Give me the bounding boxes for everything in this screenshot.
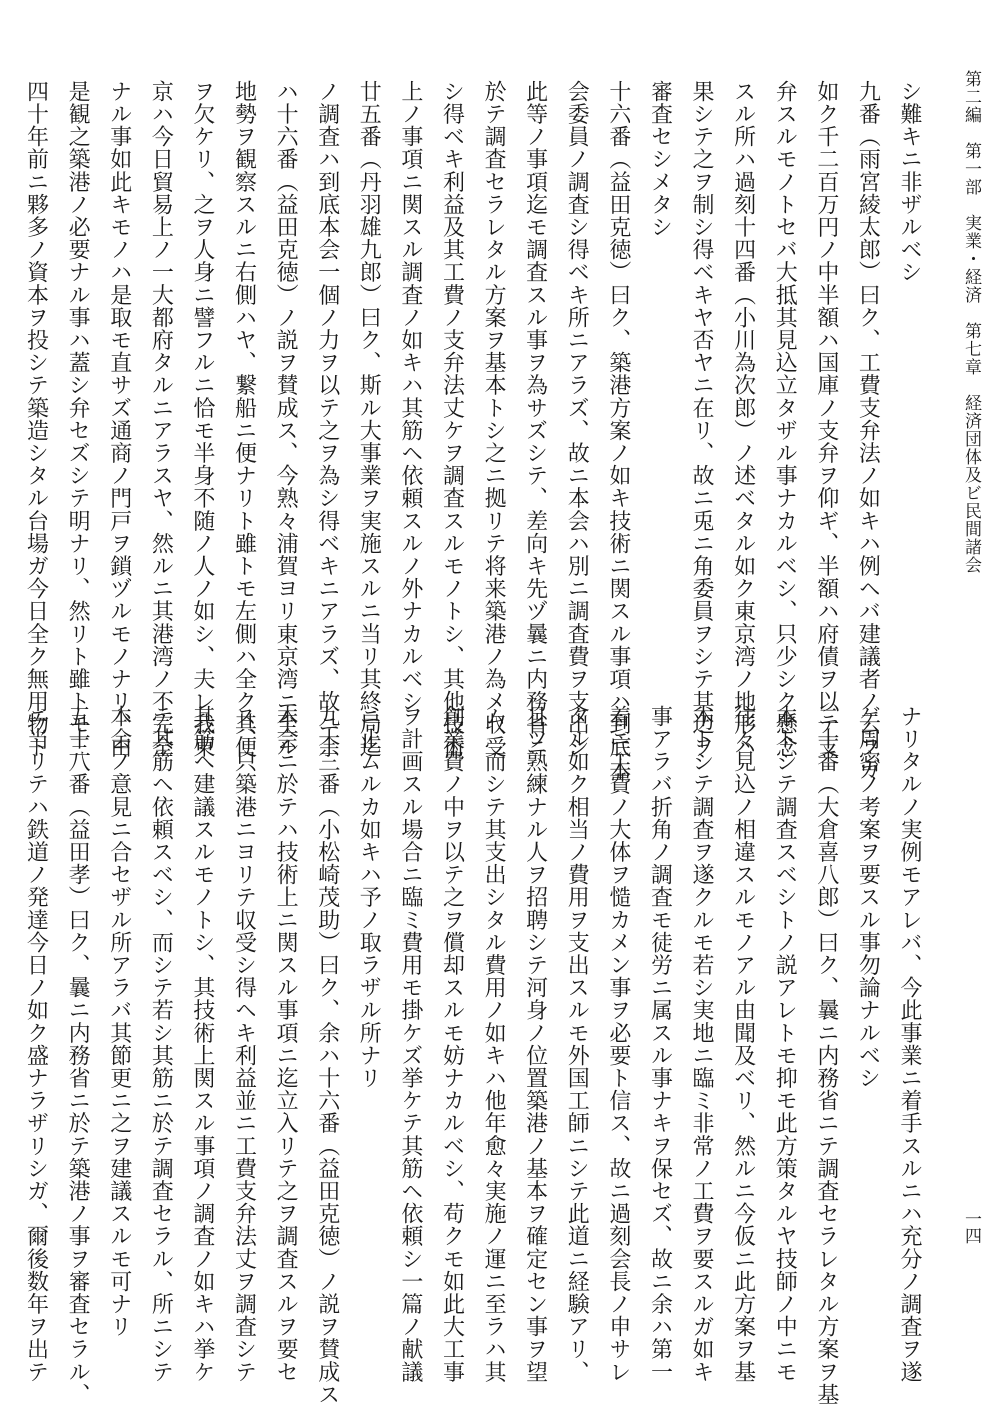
text-line: 於テ調査セラレタル方案ヲ基本トシ之ニ拠リテ将来築港ノ為メ収受 <box>481 80 507 758</box>
text-line: ナリタルノ実例モアレバ、今此事業ニ着手スルニハ充分ノ調査ヲ遂 <box>897 705 922 1383</box>
text-line: 且ツ熟練ナル人ヲ招聘シテ河身ノ位置築港ノ基本ヲ確定セン事ヲ望 <box>522 705 548 1383</box>
text-line: ム、而シテ其支出シタル費用ノ如キハ他年愈々実施ノ運ニ至ラハ其 <box>481 705 507 1383</box>
text-line: 本会ノ意見ニ合セザル所アラバ其節更ニ之ヲ建議スルモ可ナリ <box>106 705 132 1338</box>
text-line: 往々見込ノ相違スルモノアル由聞及ベリ、然ルニ今仮ニ此方案ヲ基 <box>730 705 756 1383</box>
text-line: 地勢ヲ観察スルニ右側ハヤ、繋船ニ便ナリト雖トモ左側ハ全ク其便 <box>231 80 257 758</box>
text-line: ノ調査ハ到底本会一個ノ力ヲ以テ之ヲ為シ得ベキニアラズ、故ニ余 <box>314 80 340 758</box>
text-line: タル如ク相当ノ費用ヲ支出スルモ外国工師ニシテ此道ニ経験アリ、 <box>564 705 590 1383</box>
text-line: 其筋ヘ建議スルモノトシ、其技術上関スル事項ノ調査ノ如キハ挙ケ <box>189 705 215 1383</box>
text-line: 本トシテ調査ヲ遂クルモ若シ実地ニ臨ミ非常ノ工費ヲ要スルガ如キ <box>689 705 715 1383</box>
text-line: ス、只築港ニヨリテ収受シ得ヘキ利益並ニ工費支弁法丈ヲ調査シテ <box>231 705 257 1383</box>
text-line: スル所ハ過刻十四番（小川為次郎）ノ述ベタル如ク東京湾ノ地形ハ <box>730 80 756 758</box>
text-line: 九十三番（小松崎茂助）曰ク、余ハ十六番（益田克徳）ノ説ヲ賛成ス <box>314 705 340 1406</box>
lower-text-block <box>23 705 930 1406</box>
text-line: 九番（雨宮綾太郎）曰ク、工費支弁法ノ如キハ例ヘバ建議者ノ云フガ <box>855 80 881 781</box>
text-line: ゲ周密ノ考案ヲ要スル事勿論ナルベシ <box>855 705 881 1090</box>
text-line: テ其筋ヘ依頼スベシ、而シテ若シ其筋ニ於テ調査セラル、所ニシテ <box>148 705 174 1383</box>
text-line: 四十年前ニ夥多ノ資本ヲ投シテ築造シタル台場ガ今日全ク無用物ト <box>23 80 49 758</box>
text-line: 如ク千二百万円ノ中半額ハ国庫ノ支弁ヲ仰ギ、半額ハ府債ヲ以テ支 <box>813 80 839 758</box>
text-line: ナル事如此キモノハ是取モ直サズ通商ノ門戸ヲ鎖ヅルモノナリ、由 <box>106 80 132 758</box>
text-line: 着ニ工費ノ大体ヲ慥カメン事ヲ必要ト信ス、故ニ過刻会長ノ申サレ <box>605 705 631 1383</box>
text-line: 二十番（大倉喜八郎）曰ク、曩ニ内務省ニテ調査セラレタル方案ヲ基 <box>813 705 839 1406</box>
text-line: 是観之築港ノ必要ナル事ハ蓋シ弁セズシテ明ナリ、然リト雖トモ三 <box>65 80 91 758</box>
text-line: 五十八番（益田孝）曰ク、曩ニ内務省ニ於テ築港ノ事ヲ審査セラル、 <box>65 705 91 1406</box>
text-line: ハ十六番（益田克徳）ノ説ヲ賛成ス、今熟々浦賀ヨリ東京湾ニ至ル <box>273 80 299 758</box>
text-line: ヲ欠ケリ、之ヲ人身ニ譬フルニ恰モ半身不随ノ人ノ如シ、夫レ我東 <box>189 80 215 758</box>
text-line: 京ハ今日貿易上ノ一大都府タルニアラスヤ、然ルニ其港湾ノ不完全 <box>148 80 174 758</box>
text-line: ニ止ムルカ如キハ予ノ取ラザル所ナリ <box>356 705 382 1090</box>
running-head: 第二編 第一部 実業・経済 第七章 経済団体及ビ民間諸会 <box>961 70 981 574</box>
text-line: ニ当リテハ鉄道ノ発達今日ノ如ク盛ナラザリシガ、爾後数年ヲ出テ <box>23 705 49 1383</box>
page-number: 一四 <box>961 1210 981 1244</box>
text-line: 会委員ノ調査シ得ベキ所ニアラズ、故ニ本会ハ別ニ調査費ヲ支出シ <box>564 80 590 758</box>
text-line: シ難キニ非ザルベシ <box>897 80 922 284</box>
upper-text-block <box>23 80 930 781</box>
text-line: 果シテ之ヲ制シ得ベキヤ否ヤニ在リ、故ニ兎ニ角委員ヲシテ其辺ヲ <box>689 80 715 758</box>
text-line: 審査セシメタシ <box>647 80 673 239</box>
text-line: 弁スルモノトセバ大抵其見込立タザル事ナカルベシ、只少シク懸念 <box>772 80 798 758</box>
text-line: シ得ベキ利益及其工費ノ支弁法丈ケヲ調査スルモノトシ、其他技術 <box>439 80 465 758</box>
text-line: 此等ノ事項迄モ調査スル事ヲ為サズシテ、差向キ先ヅ曩ニ内務省ニ <box>522 80 548 758</box>
text-line: 本会ニ於テハ技術上ニ関スル事項ニ迄立入リテ之ヲ調査スルヲ要セ <box>273 705 299 1383</box>
text-line: 廿五番（丹羽雄九郎）曰ク、斯ル大事業ヲ実施スルニ当リ其終局迄 <box>356 80 382 758</box>
text-line: 上ノ事項ニ関スル調査ノ如キハ其筋ヘ依頼スルノ外ナカルベシ <box>397 80 423 713</box>
text-line: ヲ計画スル場合ニ臨ミ費用モ掛ケズ挙ケテ其筋ヘ依頼シ一篇ノ献議 <box>397 705 423 1383</box>
text-line: 十六番（益田克徳）曰ク、築港方案ノ如キ技術ニ関スル事項ハ到底本 <box>605 80 631 781</box>
text-line: 創業費ノ中ヲ以テ之ヲ償却スルモ妨ナカルベシ、苟クモ如此大工事 <box>439 705 465 1383</box>
text-line: 本トシテ調査スベシトノ説アレトモ抑モ此方策タルヤ技師ノ中ニモ <box>772 705 798 1383</box>
text-line: 事アラバ折角ノ調査モ徒労ニ属スル事ナキヲ保セズ、故ニ余ハ第一 <box>647 705 673 1383</box>
